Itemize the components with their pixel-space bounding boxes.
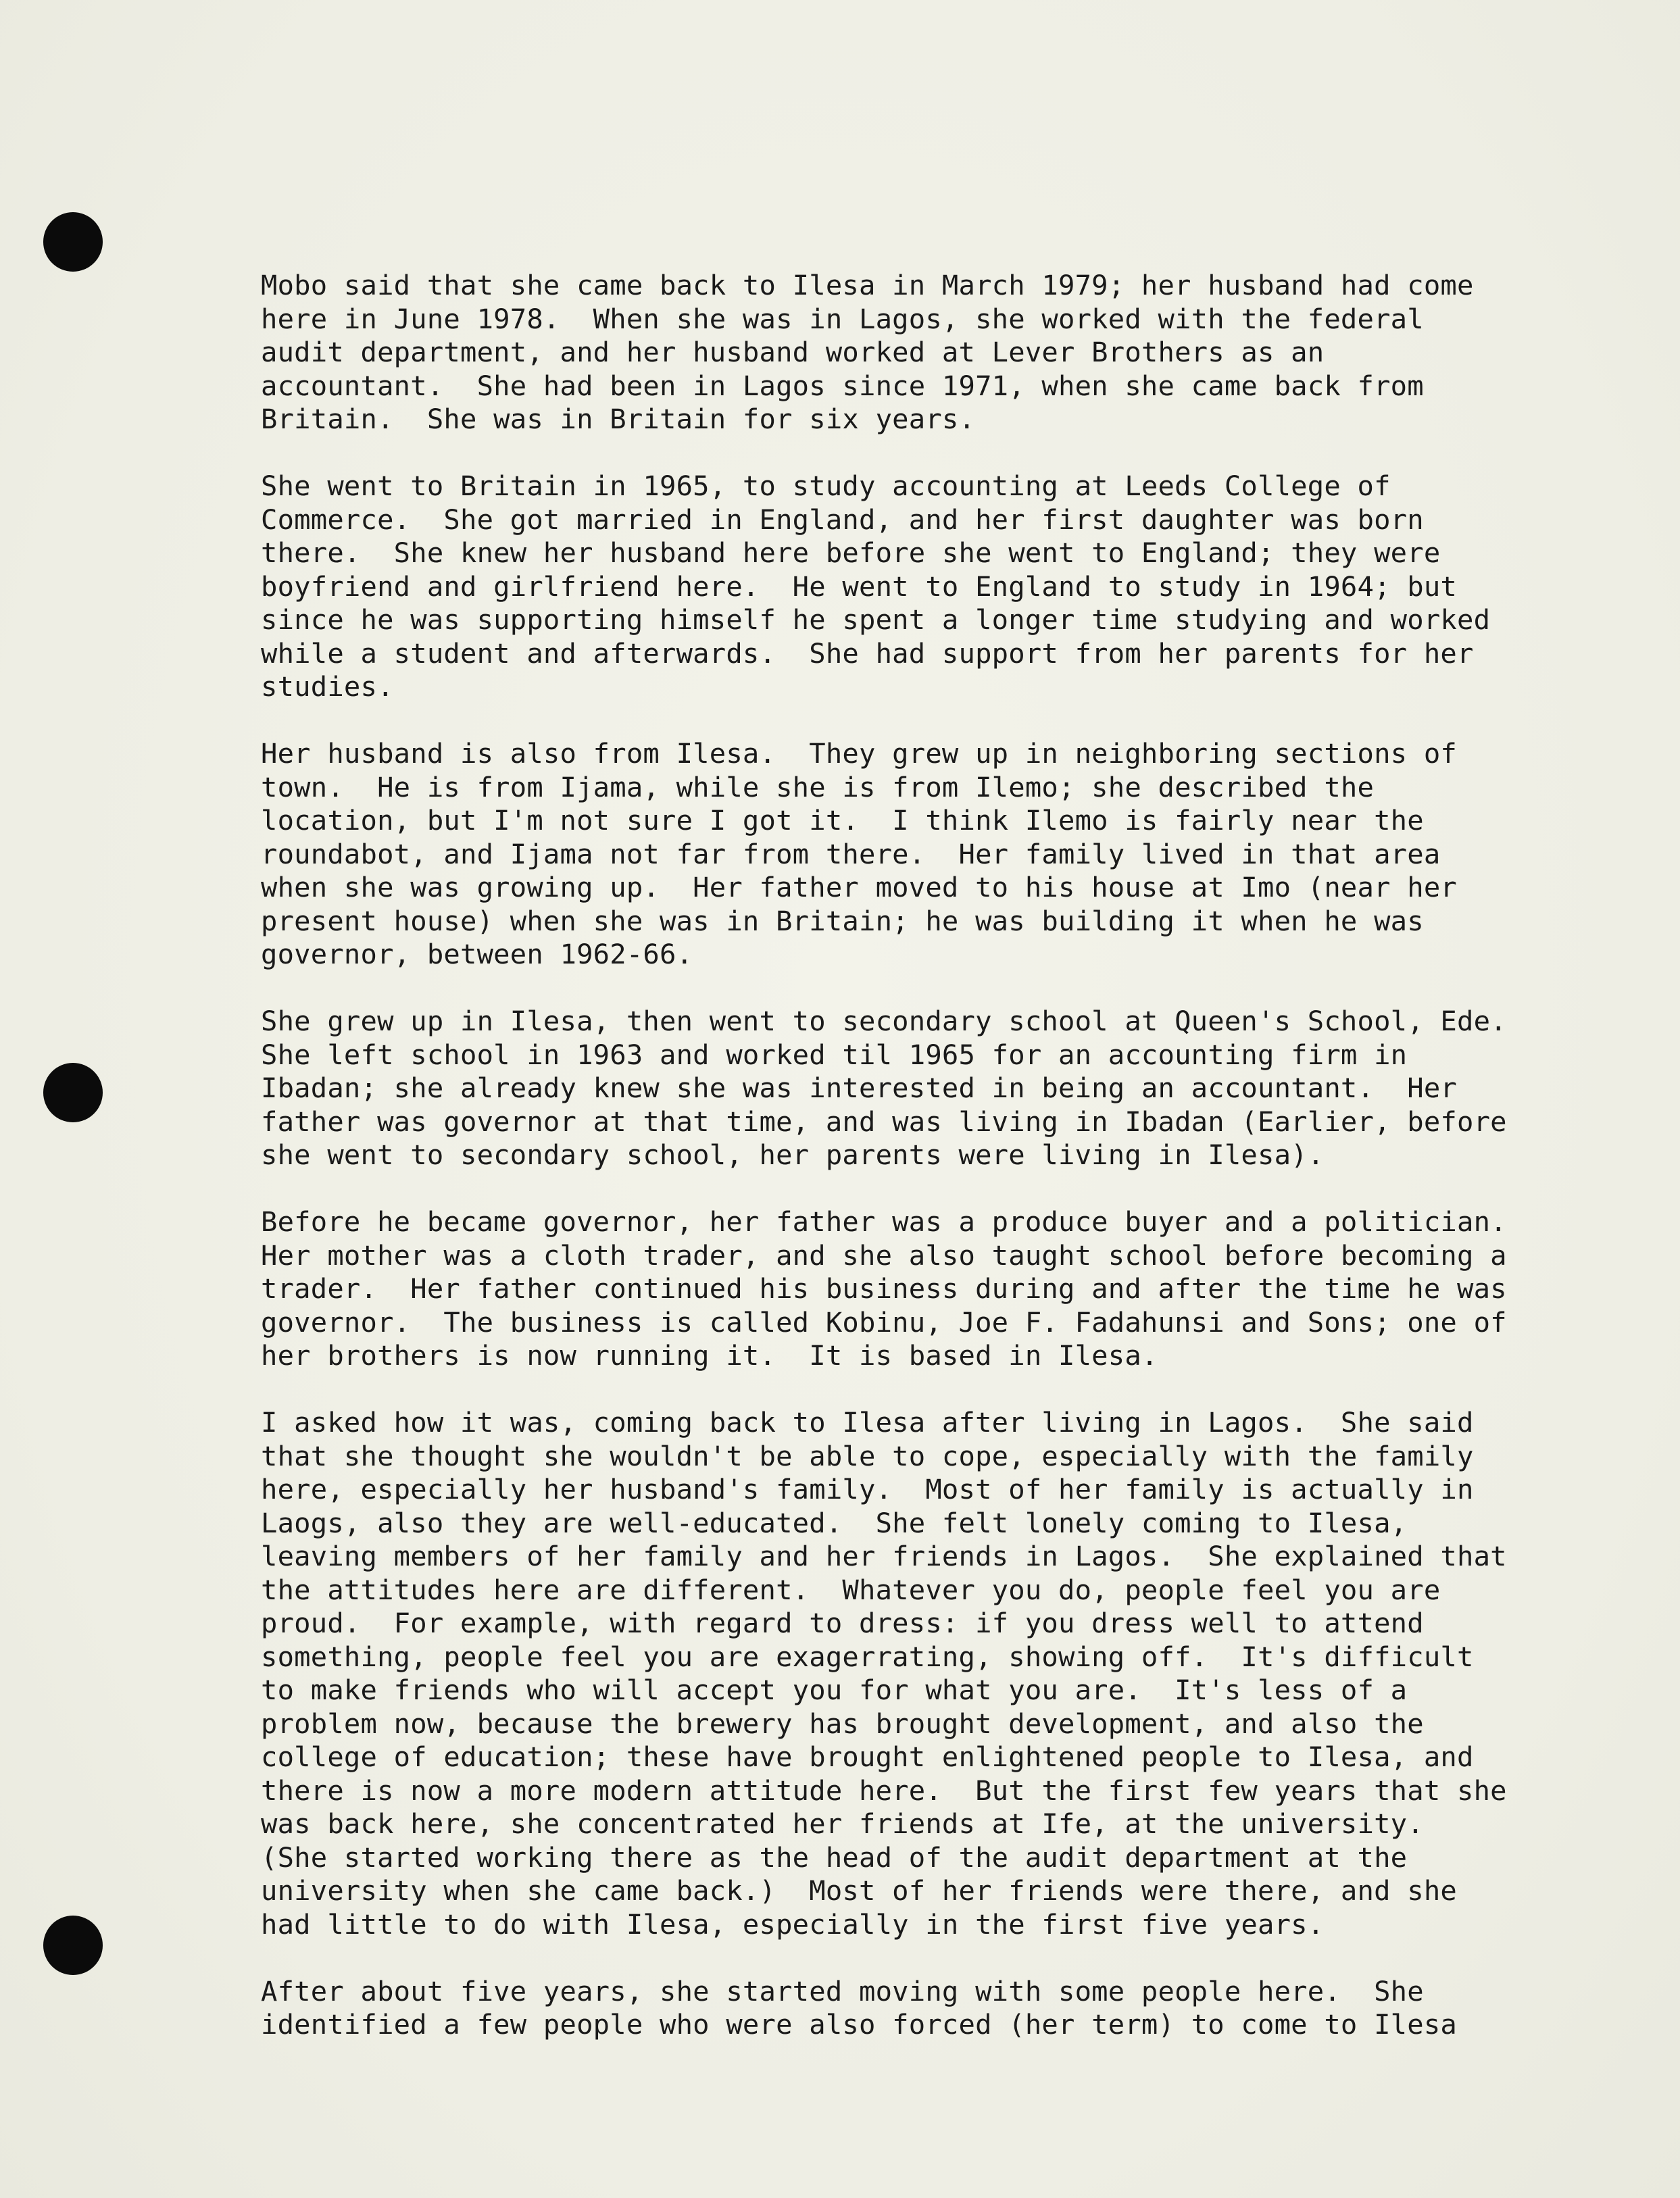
paragraph-1: Mobo said that she came back to Ilesa in March 1979; her husband had come here in June 1978. When she was in Lagos, she worked with the federal audit department, and her husband worked at Lever Brothers as an accountant. She had been in Lagos since 1971, when she came back from Britain. She was in Britain for six years. xyxy=(261,269,1474,435)
paragraph-5: Before he became governor, her father was a produce buyer and a politician. Her mother was a cloth trader, and she also taught school before becoming a trader. Her father continued his business during and after the time he was governor. The business is called Kobinu, Joe F. Fadahunsi and Sons; one of her brothers is now running it. It is based in Ilesa. xyxy=(261,1205,1507,1372)
paragraph-2: She went to Britain in 1965, to study accounting at Leeds College of Commerce. She got married in England, and her first daughter was born there. She knew her husband here before she went to England; they were boyfriend and girlfriend here. He went to England to study in 1964; but since he was supporting himself he spent a longer time studying and worked while a student and afterwards. She had support from her parents for her studies. xyxy=(261,470,1491,703)
punch-hole-bottom xyxy=(43,1916,103,1975)
paragraph-3: Her husband is also from Ilesa. They grew up in neighboring sections of town. He is from Ijama, while she is from Ilemo; she described the location, but I'm not sure I got it. I think Ilemo is fairly near the roundabot, and Ijama not far from there. Her family lived in that area when she was growing up. Her father moved to his house at Imo (near her present house) when she was in Britain; he was building it when he was governor, between 1962-66. xyxy=(261,737,1457,970)
punch-hole-top xyxy=(43,212,103,272)
paragraph-6: I asked how it was, coming back to Ilesa after living in Lagos. She said that she thought she wouldn't be able to cope, especially with the family here, especially her husband's family. Most of her family is actually in Laogs, also they are well-educated. She felt lonely coming to Ilesa, leaving members of her family and her friends in Lagos. She explained that the attitudes here are different. Whatever you do, people feel you are proud. For example, with regard to dress: if you dress well to attend something, people feel you are exagerrating, showing off. It's difficult to make friends who will accept you for what you are. It's less of a problem now, because the brewery has brought development, and also the college of education; these have brought enlightened people to Ilesa, and there is now a more modern attitude here. But the first few years that she was back here, she concentrated her friends at Ife, at the university. (She started working there as the head of the audit department at the university when she came back.) Most of her friends were there, and she had little to do with Ilesa, especially in the first five years. xyxy=(261,1406,1507,1941)
paragraph-7: After about five years, she started moving with some people here. She identified a few people who were also forced (her term) to come to Ilesa xyxy=(261,1974,1457,2041)
typewritten-text xyxy=(261,269,1599,2075)
paragraph-4: She grew up in Ilesa, then went to secondary school at Queen's School, Ede. She left school in 1963 and worked til 1965 for an accounting firm in Ibadan; she already knew she was interested in being an accountant. Her father was governor at that time, and was living in Ibadan (Earlier, before she went to secondary school, her parents were living in Ilesa). xyxy=(261,1005,1507,1171)
punch-hole-middle xyxy=(43,1063,103,1122)
